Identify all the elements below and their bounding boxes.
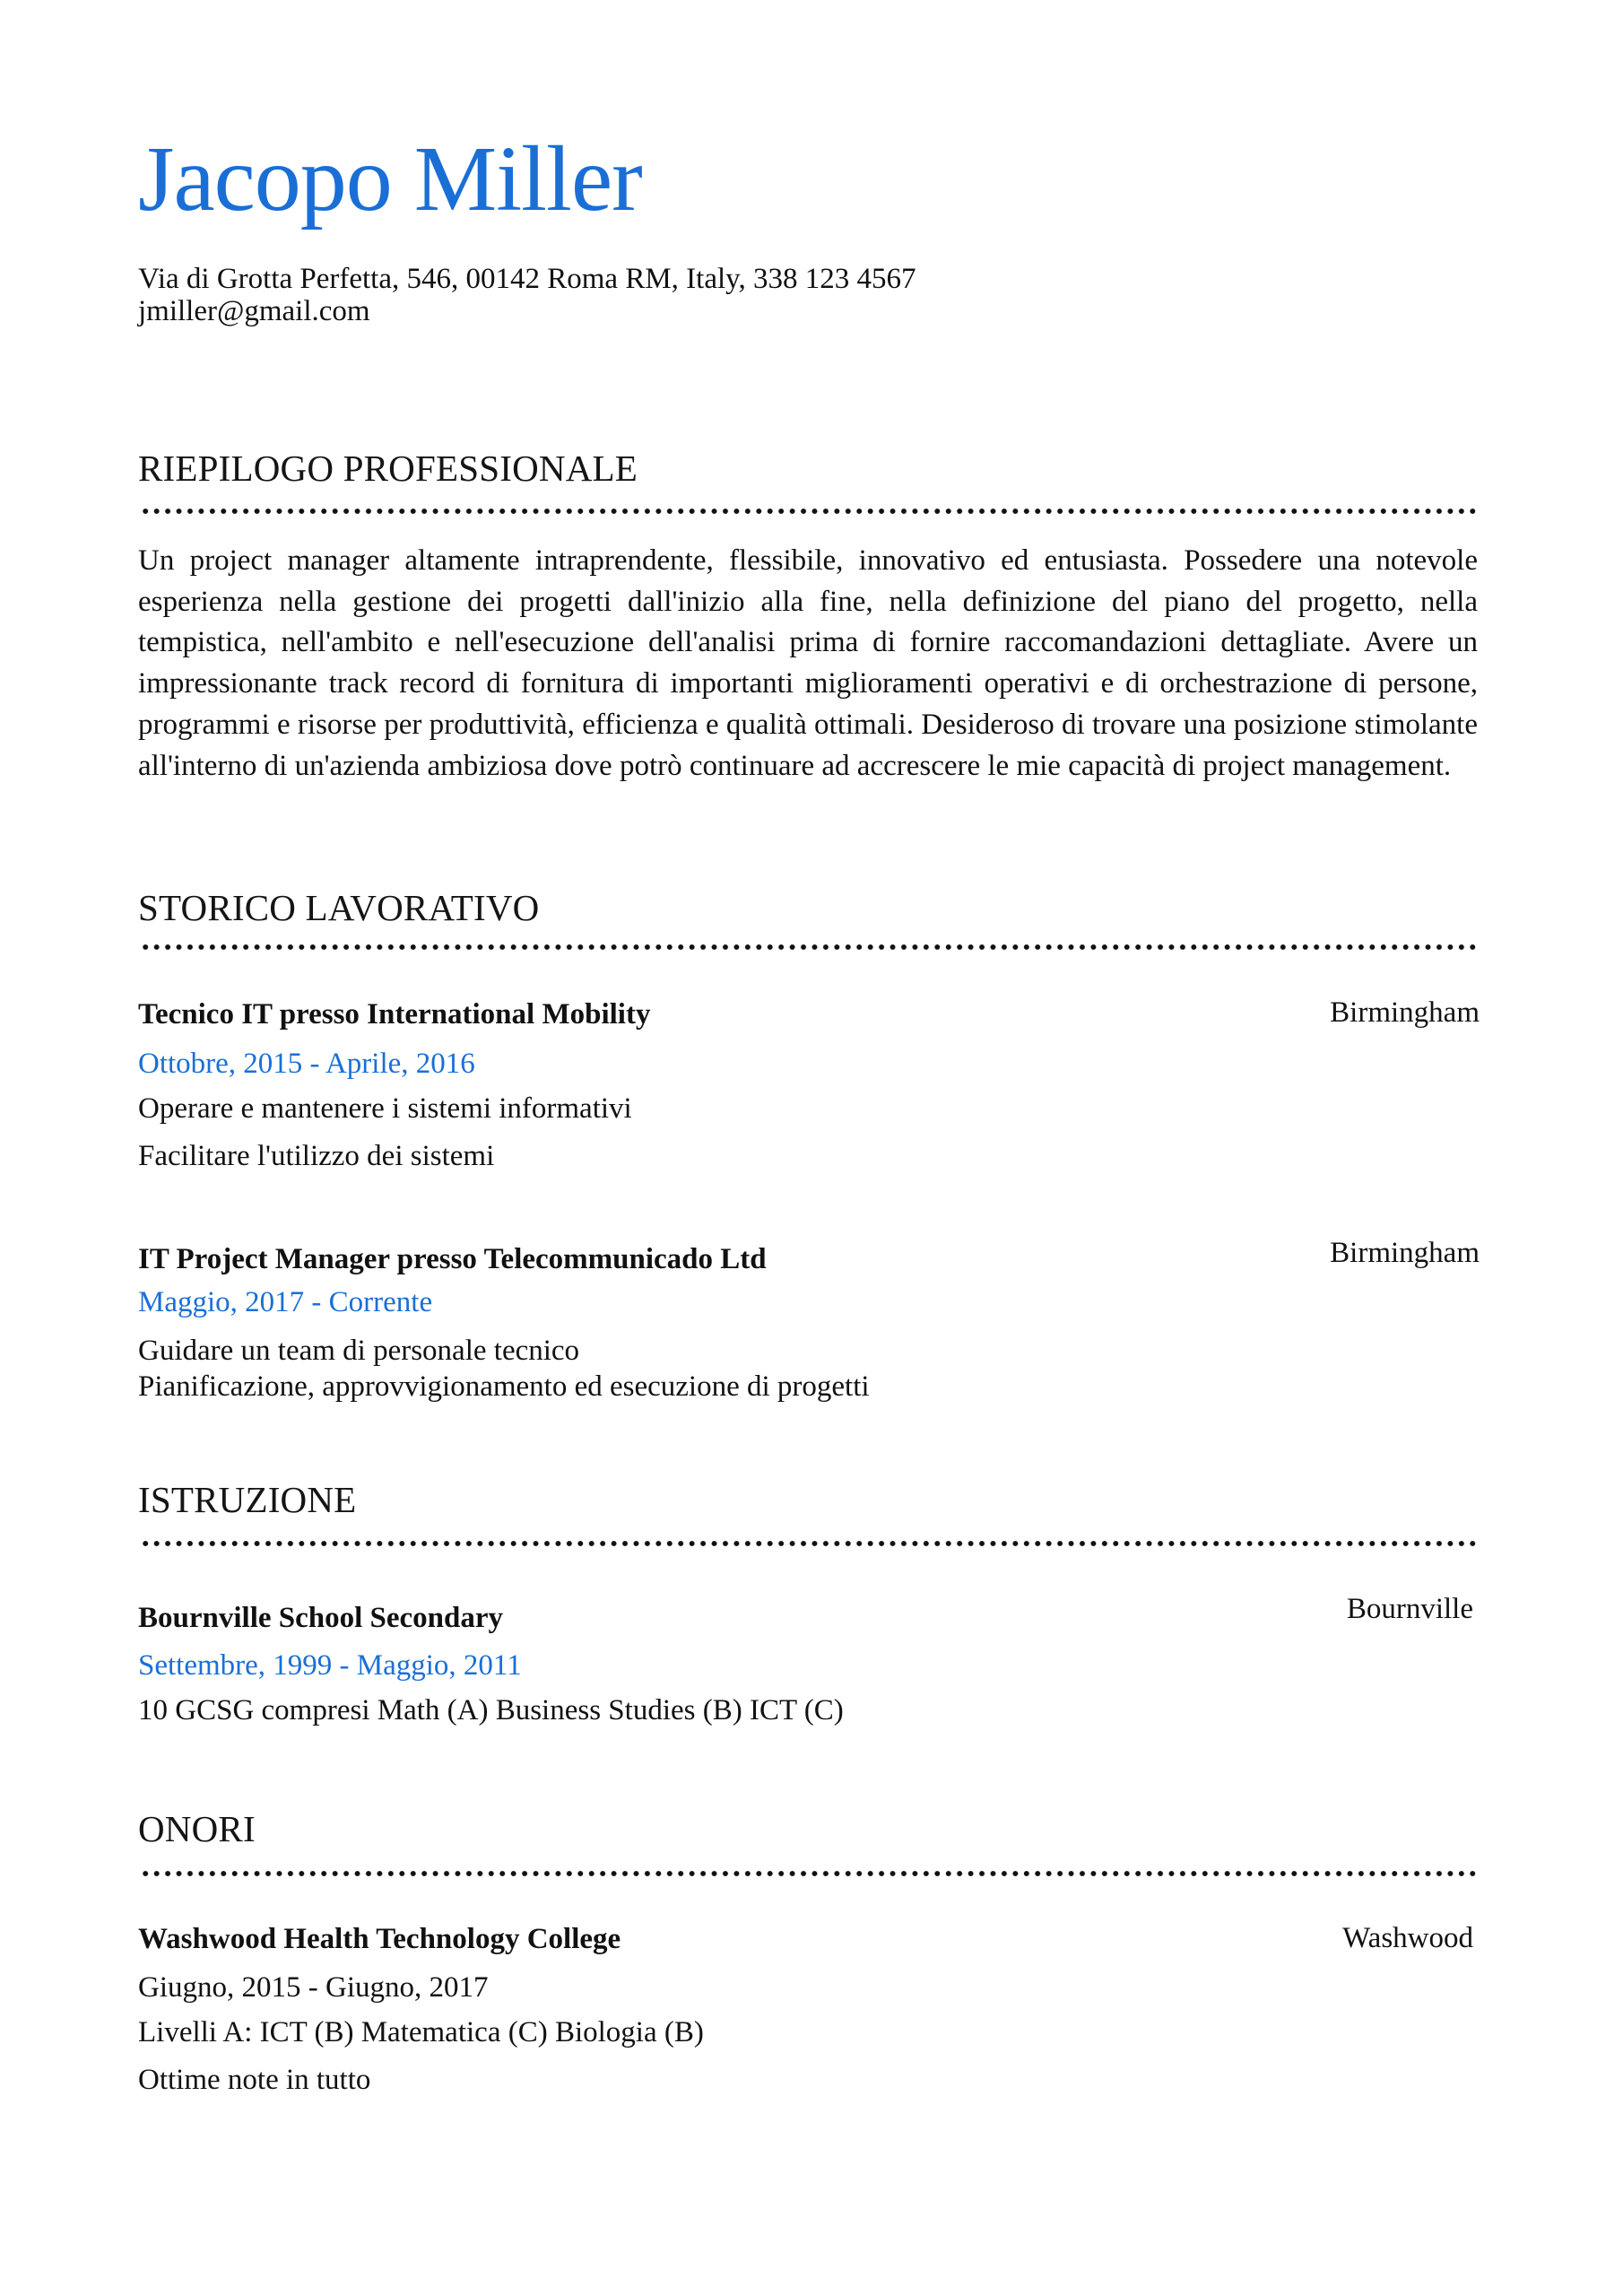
job-duty: Operare e mantenere i sistemi informativi — [138, 1092, 632, 1125]
job-title: IT Project Manager presso Telecommunicado Ltd — [138, 1243, 767, 1275]
section-divider — [140, 508, 1480, 515]
candidate-name: Jacopo Miller — [138, 127, 642, 230]
honor-entry — [138, 1923, 1480, 1955]
section-divider — [140, 944, 1480, 951]
honor-location: Washwood — [1342, 1922, 1473, 1954]
section-heading-summary: RIEPILOGO PROFESSIONALE — [138, 448, 638, 489]
education-dates: Settembre, 1999 - Maggio, 2011 — [138, 1649, 522, 1682]
job-duty: Pianificazione, approvvigionamento ed esecuzione di progetti — [138, 1370, 870, 1403]
job-dates: Ottobre, 2015 - Aprile, 2016 — [138, 1048, 475, 1080]
contact-email: jmiller@gmail.com — [138, 295, 370, 327]
job-duty: Facilitare l'utilizzo dei sistemi — [138, 1140, 495, 1172]
job-title: Tecnico IT presso International Mobility — [138, 998, 651, 1031]
job-location: Birmingham — [1330, 996, 1480, 1029]
job-entry — [138, 1237, 1480, 1275]
section-divider — [140, 1540, 1480, 1547]
summary-paragraph: Un project manager altamente intraprendente, flessibile, innovativo ed entusiasta. Possedere una notevole esperienza nella gestione dei progetti dall'inizio alla fine, nella definizione del piano del progetto, nella tempistica, nell'ambito e nell'esecuzione dell'analisi prima di fornire raccomandazioni dettagliate. Avere un impressionante track record di fornitura di importanti miglioramenti operativi e di orchestrazione di persone, programmi e risorse per produttività, efficienza e qualità ottimali. Desideroso di trovare una posizione stimolante all'interno di un'azienda ambiziosa dove potrò continuare ad accrescere le mie capacità di project management. — [138, 544, 1478, 782]
education-detail: 10 GCSG compresi Math (A) Business Studies (B) ICT (C) — [138, 1694, 844, 1726]
job-duty: Guidare un team di personale tecnico — [138, 1335, 580, 1367]
honor-title: Washwood Health Technology College — [138, 1923, 621, 1955]
school-location: Bournville — [1346, 1593, 1473, 1625]
section-heading-education: ISTRUZIONE — [138, 1479, 357, 1520]
job-dates: Maggio, 2017 - Corrente — [138, 1286, 433, 1318]
job-location: Birmingham — [1330, 1237, 1480, 1269]
contact-address: Via di Grotta Perfetta, 546, 00142 Roma RM, Italy, 338 123 4567 — [138, 263, 916, 295]
section-heading-honors: ONORI — [138, 1808, 256, 1849]
job-entry — [138, 998, 1480, 1031]
school-name: Bournville School Secondary — [138, 1602, 504, 1634]
section-heading-work: STORICO LAVORATIVO — [138, 887, 540, 928]
section-divider — [140, 1870, 1480, 1877]
honor-detail: Ottime note in tutto — [138, 2064, 371, 2096]
honor-detail: Livelli A: ICT (B) Matematica (C) Biologia (B) — [138, 2016, 704, 2048]
honor-dates: Giugno, 2015 - Giugno, 2017 — [138, 1971, 489, 2004]
education-entry — [138, 1593, 1480, 1634]
